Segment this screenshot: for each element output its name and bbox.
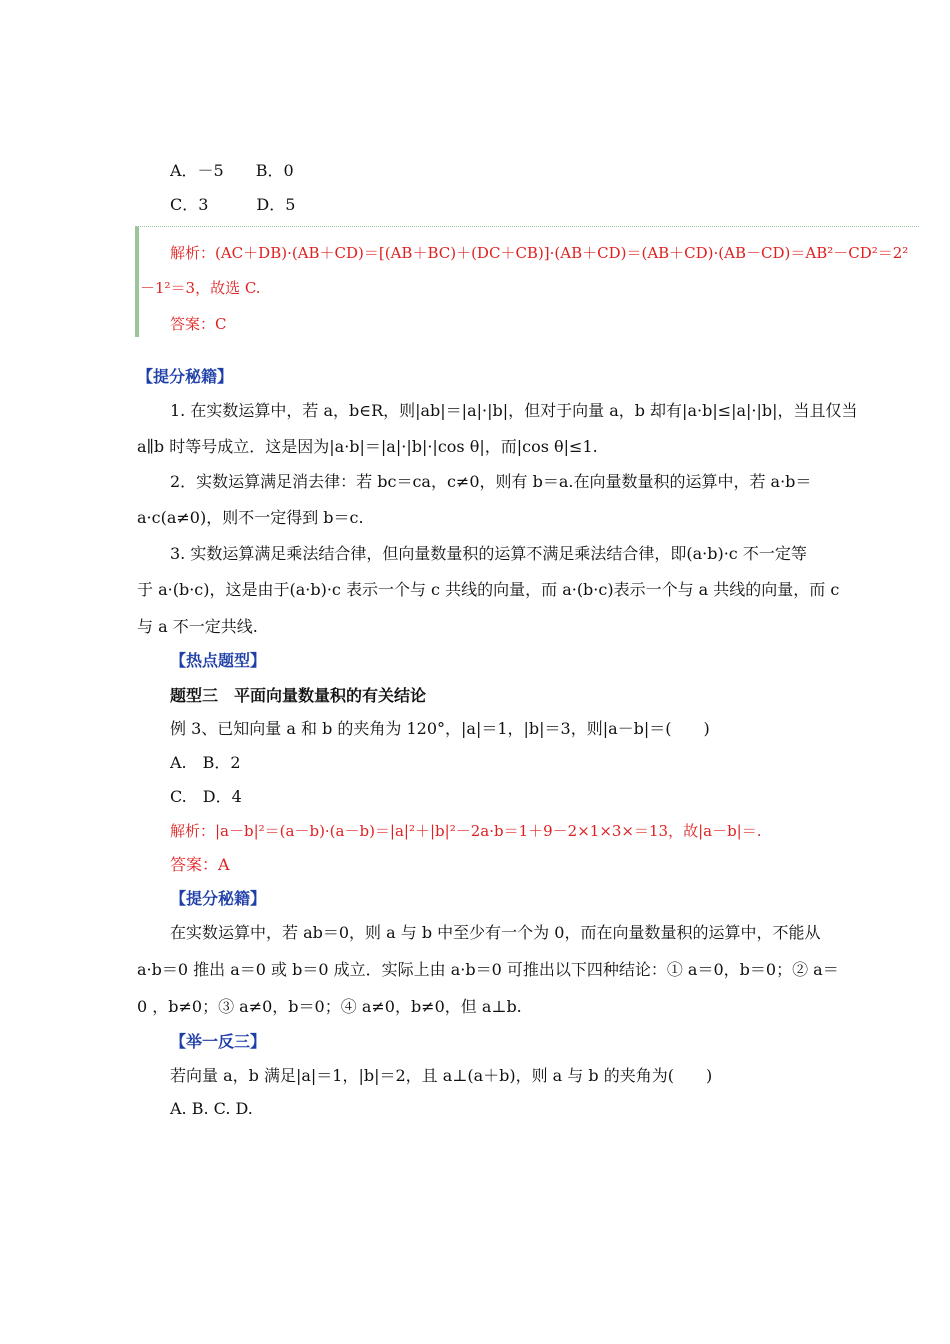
solution-line-2: －1²＝3，故选 C. xyxy=(140,279,261,297)
example-question: 例 3、已知向量 a 和 b 的夹角为 120°，|a|＝1，|b|＝3，则|a－b|＝( ) xyxy=(170,719,710,738)
prev-options-ab: A．－5 B．0 xyxy=(170,161,294,180)
prev-options-cd: C．3 D．5 xyxy=(170,195,296,214)
tips1-p2-line2: a·c(a≠0)，则不一定得到 b＝c. xyxy=(137,508,364,527)
example-options-cd: C. D．4 xyxy=(170,787,242,806)
tips2-line3: 0 ，b≠0；③ a≠0，b＝0；④ a≠0，b≠0，但 a⊥b. xyxy=(137,997,522,1016)
tips-heading-1: 【提分秘籍】 xyxy=(137,367,234,386)
tips1-p2-line1: 2．实数运算满足消去律：若 bc＝ca，c≠0，则有 b＝a.在向量数量积的运算中，若 a·b＝ xyxy=(170,472,812,491)
practice-heading: 【举一反三】 xyxy=(170,1032,267,1051)
tips1-p3-line2: 于 a·(b·c)，这是由于(a·b)·c 表示一个与 c 共线的向量，而 a·(b·c)表示一个与 a 共线的向量，而 c xyxy=(137,580,840,599)
solution-answer: 答案：C xyxy=(170,315,227,333)
tips1-p1-line1: 1. 在实数运算中，若 a，b∈R，则|ab|＝|a|·|b|，但对于向量 a，b 却有|a·b|≤|a|·|b|，当且仅当 xyxy=(170,401,858,420)
tips-heading-2: 【提分秘籍】 xyxy=(170,889,267,908)
example-options-ab: A. B．2 xyxy=(170,753,241,772)
practice-options: A. B. C. D. xyxy=(170,1099,253,1118)
tips1-p3-line1: 3. 实数运算满足乘法结合律，但向量数量积的运算不满足乘法结合律，即(a·b)·c 不一定等 xyxy=(170,544,807,563)
example-solution: 解析：|a－b|²＝(a－b)·(a－b)＝|a|²＋|b|²－2a·b＝1＋9－2×1×3×＝13，故|a－b|＝. xyxy=(170,822,762,840)
example-answer: 答案：A xyxy=(170,855,230,874)
practice-question: 若向量 a，b 满足|a|＝1，|b|＝2，且 a⊥(a＋b)，则 a 与 b 的夹角为( ) xyxy=(170,1066,713,1085)
tips2-line1: 在实数运算中，若 ab＝0，则 a 与 b 中至少有一个为 0，而在向量数量积的运算中，不能从 xyxy=(170,923,821,942)
type-title: 题型三 平面向量数量积的有关结论 xyxy=(170,686,427,705)
solution-line-1: 解析：(AC＋DB)·(AB＋CD)＝[(AB＋BC)＋(DC＋CB)]·(AB＋CD)＝(AB＋CD)·(AB－CD)＝AB²－CD²＝2² xyxy=(170,244,909,262)
tips1-p1-line2: a∥b 时等号成立．这是因为|a·b|＝|a|·|b|·|cos θ|，而|cos θ|≤1. xyxy=(137,437,598,456)
tips1-p3-line3: 与 a 不一定共线. xyxy=(137,617,258,636)
tips2-line2: a·b＝0 推出 a＝0 或 b＝0 成立．实际上由 a·b＝0 可推出以下四种结论：① a＝0，b＝0；② a＝ xyxy=(137,960,839,979)
hot-heading: 【热点题型】 xyxy=(170,651,267,670)
